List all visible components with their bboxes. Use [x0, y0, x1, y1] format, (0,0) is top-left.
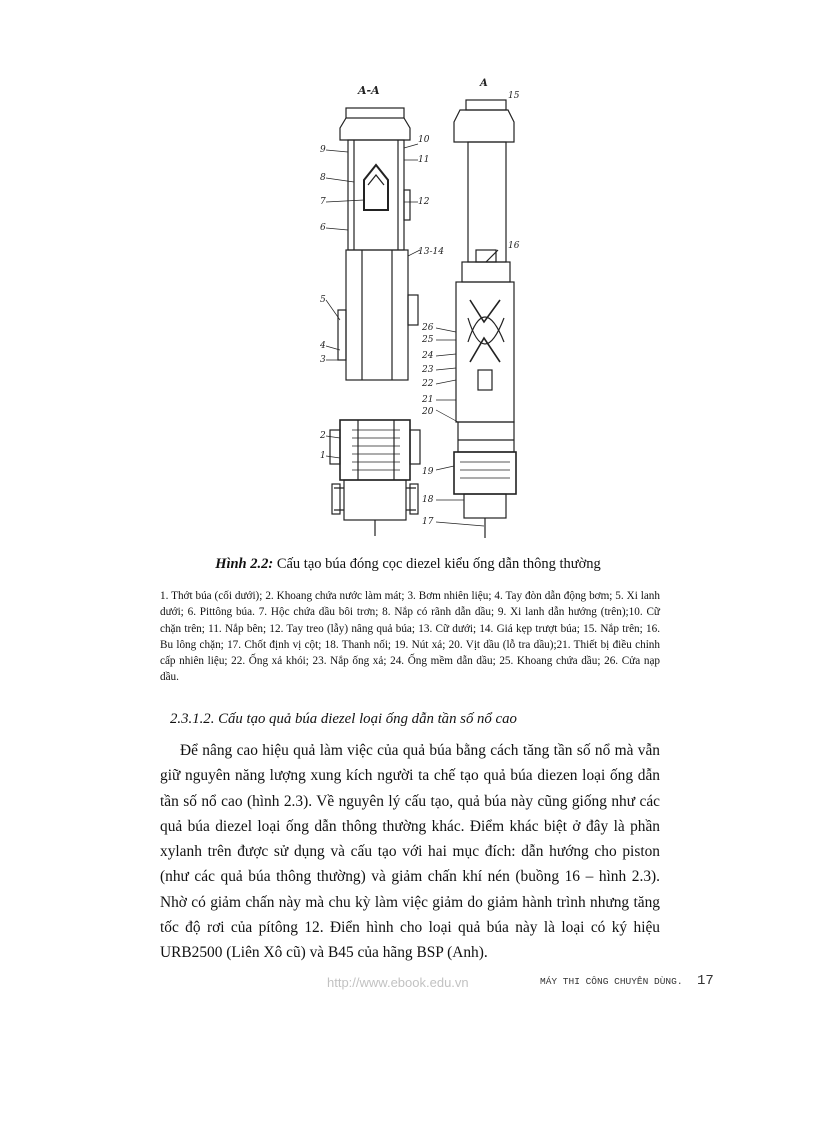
callout-mid: 22 — [422, 379, 434, 389]
section-heading: 2.3.1.2. Cấu tạo quả búa diezel loại ống dẫn tần số nổ cao — [170, 711, 517, 727]
figure-legend: 1. Thớt búa (cối dưới); 2. Khoang chứa nước làm mát; 3. Bơm nhiên liệu; 4. Tay đòn dẫn động bơm; 5. Xi lanh dưới; 6. Pittông búa. 7. Hộc chứa dầu bôi trơn; 8. Nắp có rãnh dẫn dầu; 9. Xi lanh dẫn hướng (trên);10. Cữ chặn trên; 11. Nắp bên; 12. Tay treo (lẫy) nâng quả búa; 13. Cữ dưới; 14. Giá kẹp trượt búa; 15. Nắp trên; 16. Bu lông chặn; 17. Chốt định vị cột; 18. Thanh nối; 19. Nút xả; 20. Vịt dầu (lỗ tra dầu);21. Thiết bị điều chỉnh cấp nhiên liệu; 22. Ống xả khói; 23. Nắp ống xả; 24. Ống mềm dẫn dầu; 25. Khoang chứa dầu; 26. Cửa nạp dầu. — [160, 590, 660, 684]
caption-label: Hình 2.2: — [215, 556, 274, 572]
footer-title: MÁY THI CÔNG CHUYÊN DÙNG. — [540, 976, 683, 987]
callout-mid: 13-14 — [418, 247, 444, 257]
callout-mid: 17 — [422, 517, 434, 527]
callout-mid: 25 — [422, 335, 434, 345]
callout-left: 7 — [320, 197, 326, 207]
caption-text: Cấu tạo búa đóng cọc diezel kiểu ống dẫn thông thường — [273, 556, 601, 572]
body-paragraph: Để nâng cao hiệu quả làm việc của quả búa bằng cách tăng tần số nổ mà vẫn giữ nguyên năng lượng xung kích người ta chế tạo quả búa diezen loại ống dẫn tần số nổ cao (hình 2.3). Về nguyên lý cấu tạo, quả búa này cũng giống như các quả búa diezel loại ống dẫn thông thường khác. Điểm khác biệt ở đây là phần xylanh trên được sử dụng và cấu tạo với hai mục đích: dẫn hướng cho piston (như các quả búa thông thường) và giảm chấn khí nén (buồng 16 – hình 2.3). Nhờ có giảm chấn này mà chu kỳ làm việc giảm do giảm hành trình nhưng tăng tốc độ rơi của pítông 12. Điển hình cho loại quả búa này là loại có ký hiệu URB2500 (Liên Xô cũ) và B45 của hãng BSP (Anh). — [160, 742, 660, 962]
callout-right: 16 — [508, 241, 520, 251]
callout-left: 9 — [320, 145, 326, 155]
figure-caption — [0, 556, 816, 573]
callout-mid: 10 — [418, 135, 430, 145]
section-mark: A — [480, 78, 488, 89]
page-number: 17 — [697, 973, 714, 989]
callout-left: 4 — [320, 341, 326, 351]
callout-mid: 11 — [418, 155, 430, 165]
footer-url[interactable]: http://www.ebook.edu.vn — [327, 975, 469, 990]
callout-mid: 20 — [422, 407, 434, 417]
callout-mid: 26 — [422, 323, 434, 333]
callout-mid: 18 — [422, 495, 434, 505]
callout-right: 15 — [508, 91, 520, 101]
callout-mid: 23 — [422, 365, 434, 375]
callout-left: 3 — [320, 355, 326, 365]
callout-left: 1 — [320, 451, 326, 461]
callout-mid: 19 — [422, 467, 434, 477]
callout-left: 5 — [320, 295, 326, 305]
callout-mid: 12 — [418, 197, 430, 207]
callout-mid: 21 — [422, 395, 434, 405]
callout-mid: 24 — [422, 351, 434, 361]
callout-left: 2 — [320, 431, 326, 441]
hammer-diagram — [318, 70, 520, 540]
callout-left: 8 — [320, 173, 326, 183]
callout-left: 6 — [320, 223, 326, 233]
section-label: A-A — [358, 84, 380, 97]
